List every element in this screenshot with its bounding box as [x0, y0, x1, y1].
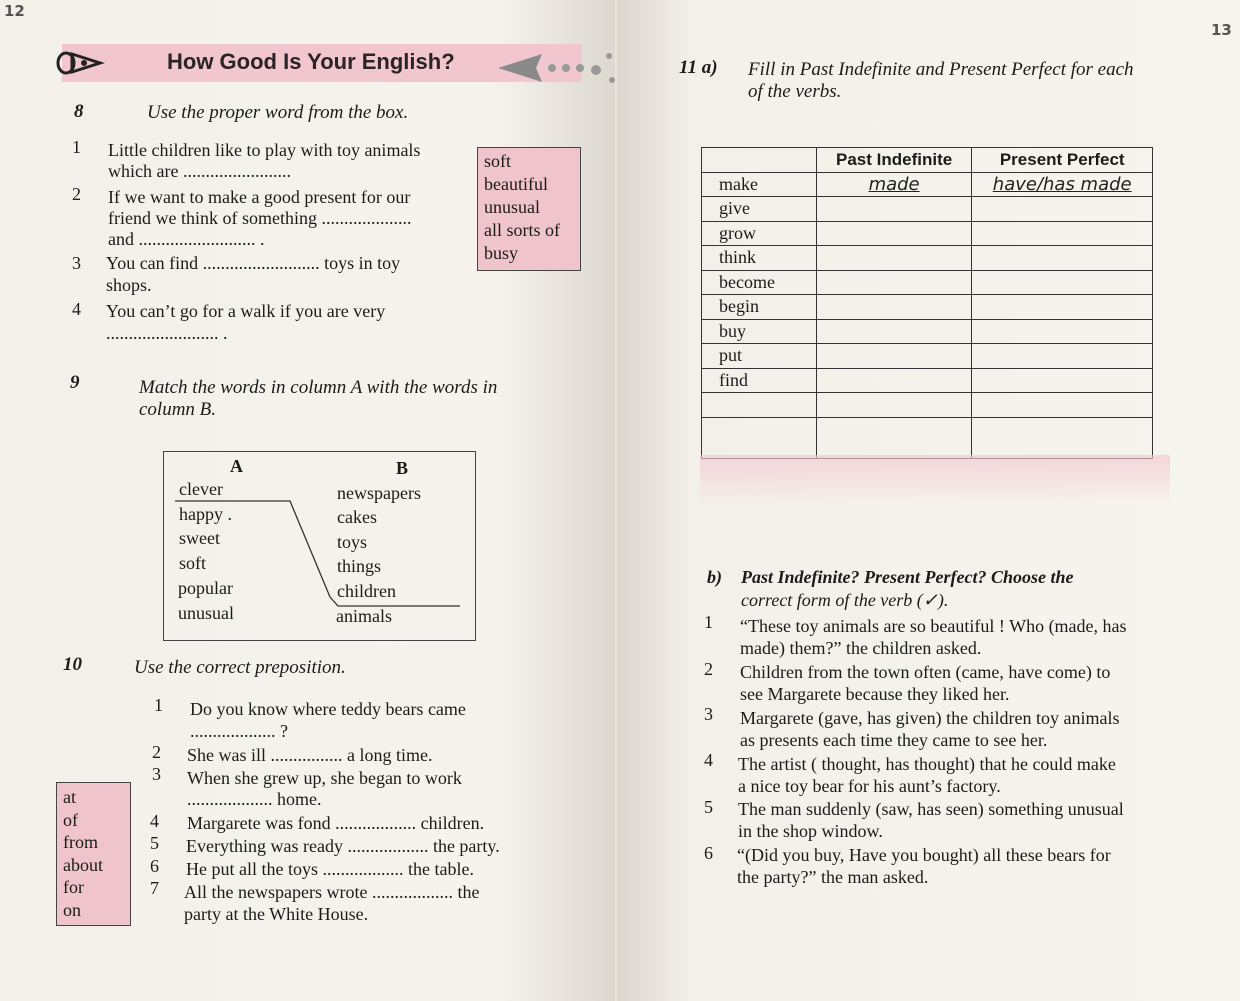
col-a-word: popular	[178, 578, 233, 598]
ex10-item-num: 5	[150, 833, 159, 853]
ex9-instruction: column B.	[139, 399, 217, 420]
ex10-item-num: 1	[154, 695, 163, 715]
table-row	[702, 221, 1153, 246]
ex9-number: 9	[70, 372, 80, 393]
verb-cell	[702, 417, 817, 458]
ex10-item-line: Everything was ready .................. the party.	[186, 836, 500, 856]
perfect-cell[interactable]	[972, 368, 1153, 393]
box-word: at	[63, 787, 76, 807]
perfect-cell[interactable]	[972, 270, 1153, 295]
ex10-item-line: When she grew up, she began to work	[187, 768, 462, 788]
ex10-item-line: She was ill ................ a long time.	[187, 745, 433, 765]
past-cell[interactable]	[816, 368, 972, 393]
box-word: of	[63, 809, 78, 830]
ex11b-item-num: 4	[704, 750, 713, 770]
past-cell[interactable]: made	[816, 172, 972, 197]
ex10-item-line: ................... home.	[187, 789, 322, 809]
ex11b-item-line: made) them?” the children asked.	[740, 638, 982, 658]
table-row	[702, 172, 1153, 197]
ex10-instruction: Use the correct preposition.	[134, 657, 346, 678]
col-a-word: unusual	[178, 603, 234, 623]
past-cell[interactable]	[816, 197, 972, 222]
table-row	[702, 270, 1153, 295]
table-row	[702, 319, 1153, 344]
ex11b-item-line: as presents each time they came to see her.	[740, 730, 1048, 750]
ex10-item-num: 2	[152, 742, 161, 762]
box-word: from	[63, 832, 98, 852]
perfect-cell[interactable]	[972, 221, 1153, 246]
ex10-item-num: 7	[150, 878, 159, 898]
ex11b-item-line: in the shop window.	[738, 821, 883, 841]
perfect-cell[interactable]	[972, 295, 1153, 320]
ex10-item-line: party at the White House.	[184, 904, 369, 924]
verb-cell	[702, 393, 817, 418]
ex10-item-num: 3	[152, 764, 161, 784]
verb-cell: buy	[702, 319, 817, 344]
verb-cell: think	[702, 246, 817, 271]
ex11b-item-num: 5	[704, 797, 713, 817]
verb-cell: find	[702, 368, 817, 393]
box-word: busy	[484, 243, 519, 263]
verb-cell: make	[702, 172, 817, 197]
ex10-item-line: He put all the toys .................. the table.	[186, 859, 474, 879]
verb-cell: put	[702, 344, 817, 369]
past-cell[interactable]	[816, 246, 972, 271]
ex11b-item-line: “(Did you buy, Have you bought) all these bears for	[737, 845, 1111, 865]
ex11a-instruction: of the verbs.	[748, 81, 842, 102]
ex8-item-num: 2	[72, 184, 81, 204]
header-title: How Good Is Your English?	[167, 49, 455, 74]
box-word: all sorts of	[484, 220, 560, 240]
table-row	[702, 246, 1153, 271]
verb-cell: grow	[702, 221, 817, 246]
table-row	[702, 295, 1153, 320]
ex8-item-num: 4	[72, 299, 81, 319]
ex11b-item-line: see Margarete because they liked her.	[740, 684, 1010, 704]
table-row	[702, 393, 1153, 418]
table-row	[702, 344, 1153, 369]
ex10-word-box	[56, 782, 131, 926]
table-row	[702, 197, 1153, 222]
ex8-instruction: Use the proper word from the box.	[147, 102, 409, 123]
ex8-item-line: You can’t go for a walk if you are very	[106, 301, 386, 321]
ex8-item-line: You can find .......................... toys in toy	[106, 253, 401, 273]
ex8-item-line: which are ........................	[108, 161, 291, 181]
ex11b-item-num: 6	[704, 843, 713, 863]
past-cell[interactable]	[816, 344, 972, 369]
past-cell[interactable]	[816, 295, 972, 320]
ex8-number: 8	[74, 101, 84, 122]
table-row	[702, 368, 1153, 393]
ex8-item-line: shops.	[106, 275, 152, 295]
col-a-word: sweet	[179, 528, 220, 548]
ex11b-item-line: the party?” the man asked.	[737, 867, 929, 887]
table-header-row	[702, 148, 1153, 173]
ex11a-instruction: Fill in Past Indefinite and Present Perfect for each	[748, 59, 1134, 80]
col-b-word: newspapers	[337, 483, 421, 503]
ex10-item-line: Do you know where teddy bears came	[190, 699, 466, 719]
page-number-left: 12	[4, 2, 25, 20]
verb-cell: become	[702, 270, 817, 295]
perfect-cell[interactable]: have/has made	[972, 172, 1153, 197]
ex11b-instruction: Past Indefinite? Present Perfect? Choose the	[741, 567, 1074, 587]
box-word: for	[63, 877, 84, 897]
col-b-word: toys	[337, 532, 368, 552]
ex10-item-num: 4	[150, 811, 159, 831]
ex11b-item-num: 3	[704, 704, 713, 724]
ex8-item-line: and .......................... .	[108, 229, 265, 249]
box-word: beautiful	[484, 174, 548, 194]
ex8-item-line: ......................... .	[106, 323, 228, 343]
ex11b-item-line: The man suddenly (saw, has seen) something unusual	[738, 799, 1124, 819]
left-page	[0, 0, 615, 1001]
past-cell[interactable]	[816, 270, 972, 295]
ex8-item-num: 3	[72, 253, 81, 273]
perfect-cell[interactable]	[972, 344, 1153, 369]
col-b-word: cakes	[337, 507, 377, 527]
col-a-word: happy .	[179, 504, 232, 524]
ex9-instruction: Match the words in column A with the words in	[139, 377, 498, 398]
col-a-word: soft	[179, 553, 206, 573]
perfect-cell[interactable]	[972, 393, 1153, 418]
table-row	[702, 417, 1153, 458]
col-a-header: A	[230, 456, 243, 476]
ex11b-item-line: Children from the town often (came, have come) to	[740, 662, 1111, 682]
verb-cell: give	[702, 197, 817, 222]
col-b-header: B	[396, 458, 409, 478]
ex11b-item-line: The artist ( thought, has thought) that he could make	[738, 754, 1116, 774]
col-a-word: clever	[179, 479, 223, 499]
perfect-cell[interactable]	[972, 417, 1153, 458]
ex11b-item-num: 1	[704, 612, 713, 632]
past-cell[interactable]	[816, 319, 972, 344]
past-cell[interactable]	[816, 417, 972, 458]
ex10-item-line: ................... ?	[190, 721, 288, 741]
ex11b-instruction: correct form of the verb (✓).	[741, 590, 949, 610]
past-cell[interactable]	[816, 221, 972, 246]
pink-glow-decoration	[700, 455, 1170, 505]
ex11b-item-line: Margarete (gave, has given) the children toy animals	[740, 708, 1120, 728]
col-b-word: things	[337, 556, 382, 576]
perfect-cell[interactable]	[972, 197, 1153, 222]
ex8-item-num: 1	[72, 137, 81, 157]
header-cell: Present Perfect	[972, 148, 1153, 173]
ex11b-item-line: “These toy animals are so beautiful ! Who (made, has	[740, 616, 1127, 636]
verb-table	[701, 147, 1153, 459]
box-word: unusual	[484, 197, 540, 217]
ex11a-label: 11 a)	[679, 57, 718, 78]
box-word: about	[63, 854, 103, 875]
perfect-cell[interactable]	[972, 246, 1153, 271]
past-cell[interactable]	[816, 393, 972, 418]
ex11b-item-line: a nice toy bear for his aunt’s factory.	[738, 776, 1001, 796]
ex11b-label: b)	[707, 567, 722, 587]
ex10-number: 10	[63, 654, 82, 675]
ex8-item-line: If we want to make a good present for our	[108, 187, 411, 207]
verb-cell: begin	[702, 295, 817, 320]
ex10-item-line: All the newspapers wrote .................. the	[184, 882, 480, 902]
box-word: soft	[484, 151, 511, 171]
ex8-item-line: friend we think of something ....................	[108, 208, 412, 228]
col-b-word: animals	[336, 606, 392, 626]
page-number-right: 13	[1211, 21, 1232, 39]
ex10-item-line: Margarete was fond .................. children.	[187, 813, 485, 833]
box-word: on	[63, 899, 81, 920]
ex10-item-num: 6	[150, 856, 159, 876]
col-b-word: children	[337, 581, 396, 601]
header-cell: Past Indefinite	[816, 148, 972, 173]
header-cell	[702, 148, 817, 173]
perfect-cell[interactable]	[972, 319, 1153, 344]
ex11b-item-num: 2	[704, 659, 713, 679]
ex8-item-line: Little children like to play with toy animals	[108, 140, 421, 160]
